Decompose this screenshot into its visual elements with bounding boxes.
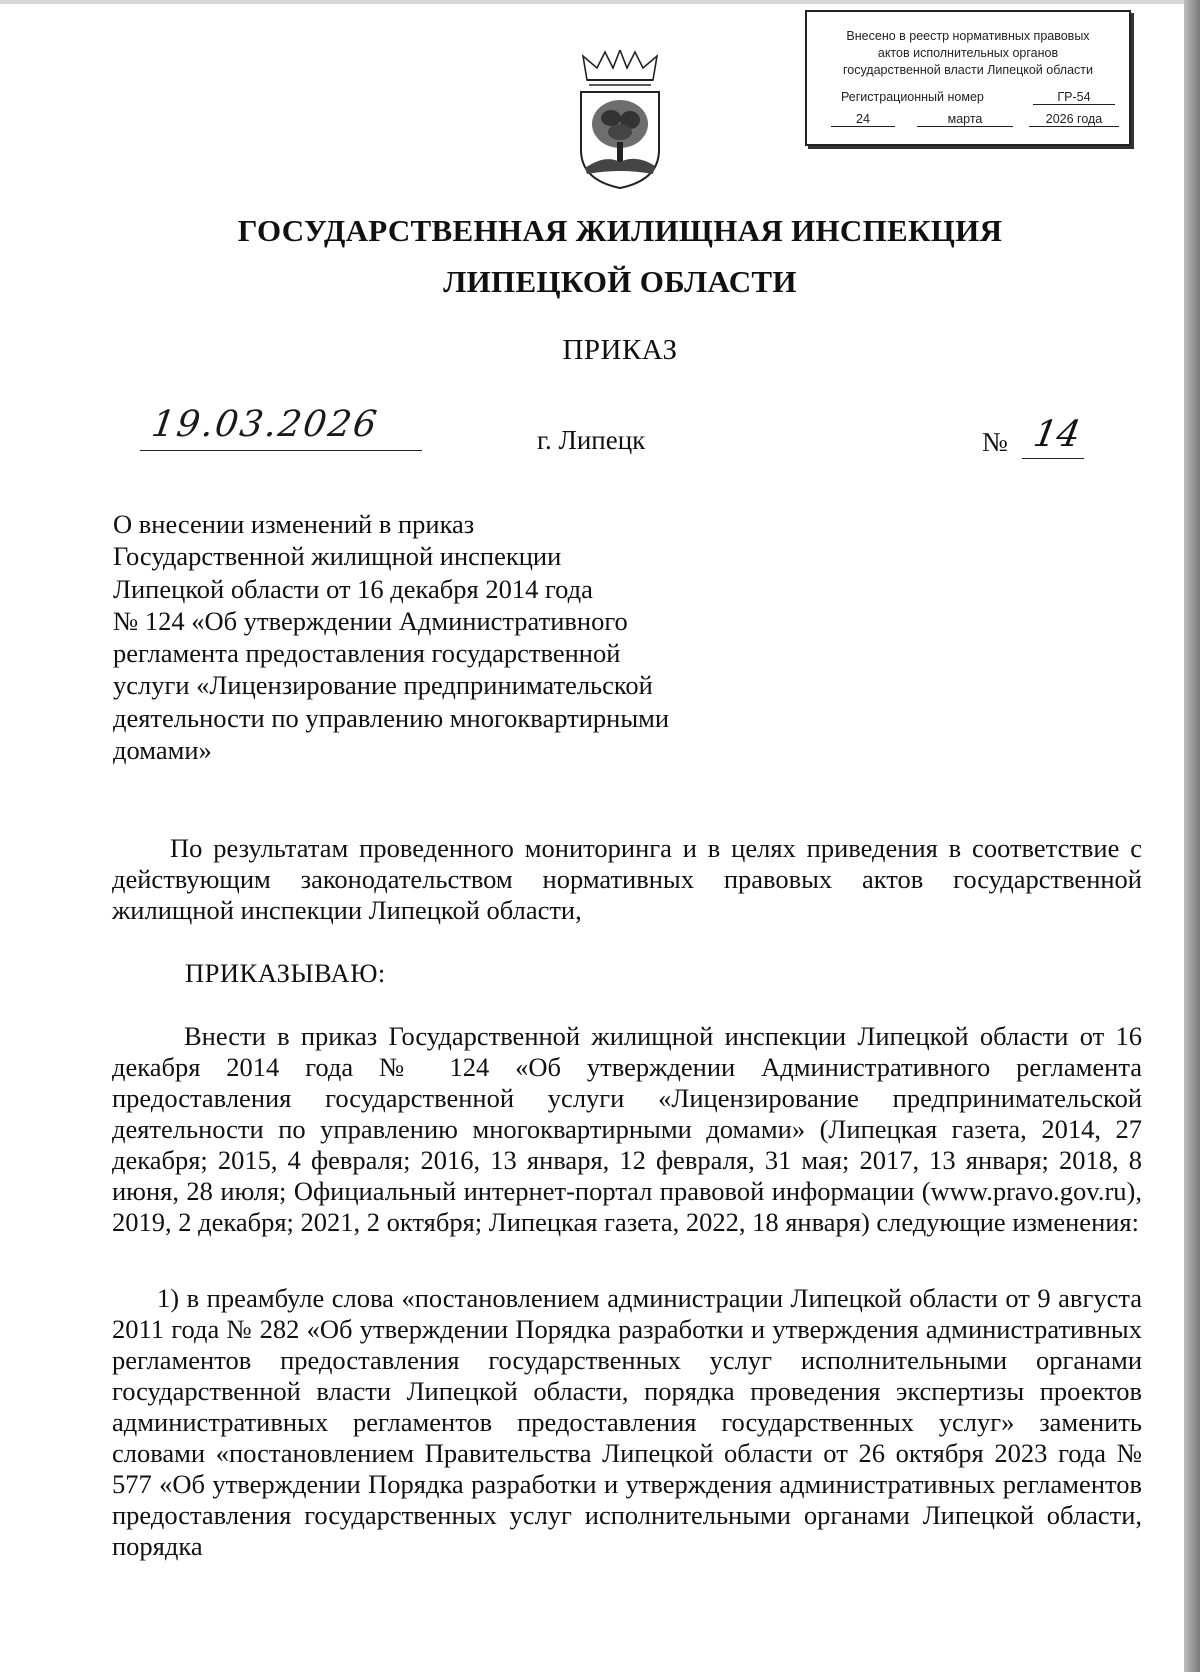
stamp-line-2: актов исполнительных органов <box>877 46 1059 60</box>
stamp-registration-row <box>841 90 1121 108</box>
order-number-label: № <box>982 427 1008 457</box>
order-date: 19.03.2026 <box>149 404 382 445</box>
stamp-month: марта <box>917 112 1013 127</box>
item-1-paragraph: 1) в преамбуле слова «постановлением администрации Липецкой области от 9 августа 2011 года № 282 «Об утверждении Порядка разработки и утверждения административных регламентов предоставления государственных услуг исполнительными органами государственной власти Липецкой области, порядка проведения экспертизы проектов административных регламентов предоставления государственных услуг» заменить словами «постановлением Правительства Липецкой области от 26 октября 2023 года № 577 «Об утверждении Порядка разработки и утверждения административных регламентов предоставления государственных услуг исполнительными органами Липецкой области, порядка <box>112 1283 1142 1561</box>
stamp-line-1: Внесено в реестр нормативных правовых <box>846 29 1090 43</box>
order-date-field <box>140 402 422 451</box>
subject-line: № 124 «Об утверждении Административного <box>113 605 628 636</box>
stamp-text <box>807 28 1129 79</box>
subject-line: Государственной жилищной инспекции <box>113 541 562 572</box>
organization-header <box>0 205 1200 307</box>
order-title: ПРИКАЗ <box>562 334 678 366</box>
scan-top-edge <box>0 0 1200 4</box>
subject-line: деятельности по управлению многоквартирными <box>113 702 670 733</box>
decree-word: ПРИКАЗЫВАЮ: <box>185 958 386 988</box>
stamp-year: 2026 года <box>1029 112 1119 127</box>
subject-line: услуги «Лицензирование предпринимательской <box>113 670 653 701</box>
subject-line: домами» <box>113 735 212 766</box>
coat-of-arms-icon <box>575 50 665 190</box>
order-city: г. Липецк <box>537 425 646 455</box>
preamble-paragraph: По результатам проведенного мониторинга и в целях приведения в соответствие с действующим законодательством нормативных правовых актов государственной жилищной инспекции Липецкой области, <box>112 833 1142 925</box>
stamp-reg-number: ГР-54 <box>1033 90 1115 105</box>
stamp-day: 24 <box>831 112 895 127</box>
subject-line: регламента предоставления государственной <box>113 638 621 669</box>
stamp-line-3: государственной власти Липецкой области <box>842 63 1094 77</box>
order-number: 14 <box>1030 414 1084 455</box>
subject-line: О внесении изменений в приказ <box>113 509 475 539</box>
subject-line: Липецкой области от 16 декабря 2014 года <box>113 573 593 604</box>
header-line-2: ЛИПЕЦКОЙ ОБЛАСТИ <box>443 264 797 299</box>
registry-stamp <box>805 10 1131 146</box>
order-subject <box>113 508 733 766</box>
order-number-field <box>1022 414 1084 459</box>
intro-paragraph: Внести в приказ Государственной жилищной инспекции Липецкой области от 16 декабря 2014 года № 124 «Об утверждении Административного регламента предоставления государственной услуги «Лицензирование предпринимательской деятельности по управлению многоквартирными домами» (Липецкая газета, 2014, 27 декабря; 2015, 4 февраля; 2016, 13 января, 12 февраля, 31 мая; 2017, 13 января; 2018, 8 июня, 28 июля; Официальный интернет-портал правовой информации (www.pravo.gov.ru), 2019, 2 декабря; 2021, 2 октября; Липецкая газета, 2022, 18 января) следующие изменения: <box>112 1021 1142 1237</box>
stamp-date-row <box>821 112 1121 130</box>
header-line-1: ГОСУДАРСТВЕННАЯ ЖИЛИЩНАЯ ИНСПЕКЦИЯ <box>237 213 1003 248</box>
stamp-reg-label: Регистрационный номер <box>841 90 984 104</box>
